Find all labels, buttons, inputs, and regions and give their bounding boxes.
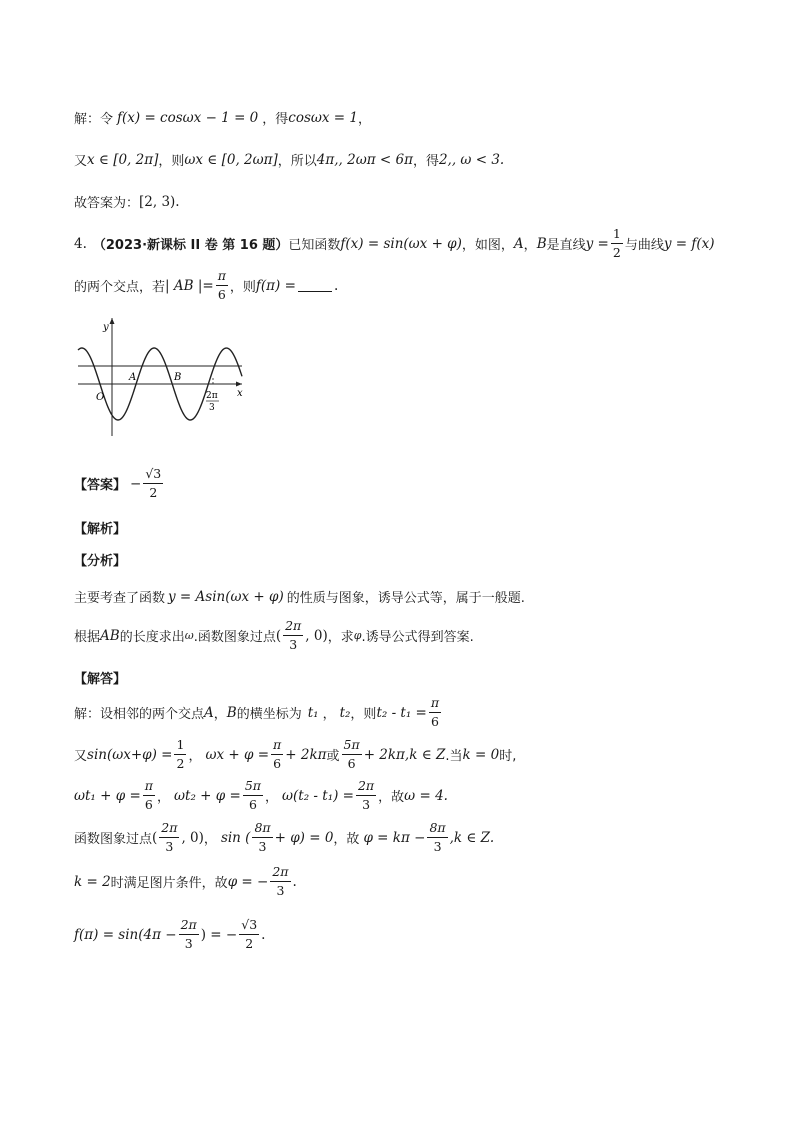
formula: f(π) =: [255, 277, 296, 294]
section-jieda: [74, 668, 126, 687]
formula: , 0): [305, 627, 328, 644]
formula: sin (: [220, 829, 251, 846]
formula: y = f(x): [663, 235, 715, 252]
answer-sign: −: [130, 475, 142, 492]
text: 的性质与图象，诱导公式等，属于一般题.: [286, 591, 525, 606]
formula: f(π) = sin(4π −: [74, 926, 177, 943]
text: ，求: [327, 630, 354, 645]
fraction: $\frac{2\pi}{3}$: [161, 820, 178, 854]
fraction: $\frac{8\pi}{3}$: [429, 820, 446, 854]
formula: A: [204, 704, 214, 721]
text: 或: [326, 749, 340, 764]
formula: 2,, ω < 3.: [438, 151, 505, 168]
question-4-line-2: [74, 270, 338, 301]
answer-fraction: $\frac{√3}{2}$: [145, 466, 162, 500]
analysis-line-2: [74, 620, 474, 651]
formula: .: [261, 926, 266, 943]
point-b-label: B: [174, 372, 182, 383]
question-number: 4.: [74, 235, 87, 252]
text: ，如图，: [461, 238, 514, 253]
text: 故答案为：: [74, 196, 140, 211]
fraction: $\frac{\pi}{6}$: [273, 737, 282, 771]
section-jiexi: [74, 518, 126, 537]
text: 的横坐标为: [236, 707, 302, 722]
formula: ωt₂ + φ =: [174, 787, 241, 804]
solution-step-5: [74, 866, 297, 897]
text: 解：设相邻的两个交点: [74, 707, 205, 722]
fraction: $\frac{2\pi}{3}$: [272, 864, 289, 898]
text: ，: [322, 707, 336, 722]
analysis-line-1: [74, 587, 525, 606]
text: ，: [358, 112, 372, 127]
text: ，故: [333, 832, 360, 847]
solution-step-1: [74, 697, 443, 728]
text: 的长度求出: [119, 630, 185, 645]
formula: f(x) = sin(ωx + φ): [340, 235, 462, 252]
text: ，: [157, 790, 171, 805]
heading: 【解析】: [74, 522, 127, 537]
question-4-line-1: [74, 228, 715, 259]
formula: k = 2: [74, 873, 111, 890]
formula: x ∈ [0, 2π]: [87, 151, 159, 168]
formula: ωt₁ + φ =: [74, 787, 141, 804]
solution-step-4: [74, 822, 494, 853]
formula: cosωx = 1: [288, 109, 359, 126]
formula: sin(ωx+φ) =: [87, 746, 173, 763]
fraction: $\frac{5\pi}{6}$: [343, 737, 360, 771]
fraction: $\frac{2\pi}{3}$: [357, 778, 375, 812]
formula: AB: [100, 627, 120, 644]
formula: (: [275, 627, 282, 644]
formula: + 2kπ: [285, 746, 327, 763]
formula: B: [226, 704, 237, 721]
fraction: $\frac{\pi}{6}$: [430, 695, 440, 729]
formula: t₂: [339, 704, 351, 721]
solution-step-3: [74, 780, 448, 811]
formula: + φ) = 0: [274, 829, 334, 846]
heading: 【解答】: [74, 672, 127, 687]
formula: ωx ∈ [0, 2ωπ]: [184, 151, 278, 168]
question-source: （2023·新课标 II 卷 第 16 题）: [92, 238, 289, 253]
text: 函数图象过点: [74, 832, 153, 847]
point-a: A: [513, 235, 524, 252]
formula: y = Asin(ωx + φ): [168, 588, 284, 605]
text: 的两个交点，若: [74, 280, 166, 295]
text: 解：令: [74, 112, 114, 127]
heading: 【分析】: [74, 554, 127, 569]
formula: φ: [353, 629, 362, 642]
text: ，则: [350, 707, 377, 722]
text: ，则: [229, 280, 256, 295]
text: .函数图象过点: [193, 630, 276, 645]
tick-label-den: 3: [209, 403, 215, 413]
fraction: $\frac{\pi}{6}$: [217, 268, 226, 302]
text: 时,: [499, 749, 517, 764]
x-label: x: [237, 388, 243, 399]
formula: f(x) = cosωx − 1 = 0: [117, 109, 259, 126]
fraction: $\frac{1}{2}$: [176, 737, 185, 771]
text: ，故: [378, 790, 405, 805]
text: ，得: [412, 154, 439, 169]
text: ，: [265, 790, 279, 805]
formula: [2, 3).: [139, 193, 180, 210]
formula: φ = kπ −: [363, 829, 426, 846]
text: ，: [523, 238, 537, 253]
text: 时满足图片条件，故: [110, 876, 228, 891]
formula: y =: [585, 235, 609, 252]
tick-label-num: 2π: [206, 391, 218, 401]
fraction: $\frac{1}{2}$: [612, 226, 621, 260]
text: .: [333, 277, 339, 294]
formula: t₂ - t₁ =: [376, 704, 427, 721]
formula: | AB |=: [165, 277, 214, 294]
formula: ω: [184, 629, 194, 642]
text: 根据: [74, 630, 101, 645]
origin-label: O: [96, 392, 105, 403]
formula: ω = 4.: [404, 787, 448, 804]
formula: φ = −: [227, 873, 269, 890]
text: ，则: [158, 154, 185, 169]
fraction: $\frac{\pi}{6}$: [144, 778, 154, 812]
formula: t₁: [307, 704, 319, 721]
fraction: $\frac{2\pi}{3}$: [285, 618, 302, 652]
formula: ,k ∈ Z.: [449, 829, 495, 846]
formula: .: [292, 873, 297, 890]
section-fenxi: [74, 550, 126, 569]
text: 主要考查了函数: [74, 591, 166, 606]
answer-blank: [298, 279, 332, 292]
x-axis-arrow: [236, 382, 242, 387]
y-label: y: [103, 322, 109, 333]
text: 又: [74, 154, 88, 169]
text: .当: [445, 749, 463, 764]
text: ，: [203, 832, 217, 847]
formula: , 0): [181, 829, 204, 846]
formula: ωx + φ =: [205, 746, 270, 763]
answer-line: [74, 468, 165, 499]
text: ，所以: [277, 154, 317, 169]
formula: + 2kπ,k ∈ Z: [363, 746, 446, 763]
fraction: $\frac{5\pi}{6}$: [244, 778, 261, 812]
fraction: $\frac{2\pi}{3}$: [180, 917, 197, 951]
formula: k = 0: [462, 746, 500, 763]
answer-line-prev: [74, 192, 180, 211]
text: 已知函数: [288, 238, 341, 253]
sine-graph: [72, 312, 252, 442]
solution-line-2: [74, 150, 504, 169]
y-axis-arrow: [110, 318, 115, 324]
formula: 4π,, 2ωπ < 6π: [316, 151, 413, 168]
text: .诱导公式得到答案.: [361, 630, 474, 645]
formula: (: [152, 829, 158, 846]
text: 是直线: [546, 238, 586, 253]
text: ，得: [262, 112, 289, 127]
formula: ) = −: [200, 926, 238, 943]
point-a-label: A: [129, 372, 137, 383]
solution-step-6: [74, 919, 265, 950]
point-b: B: [536, 235, 547, 252]
text: ，: [213, 707, 227, 722]
solution-line-1: [74, 108, 371, 127]
solution-step-2: [74, 739, 516, 770]
text: ，: [188, 749, 202, 764]
fraction: $\frac{√3}{2}$: [241, 917, 258, 951]
text: 与曲线: [624, 238, 664, 253]
formula: ω(t₂ - t₁) =: [282, 787, 354, 804]
answer-label: 【答案】: [74, 478, 127, 493]
fraction: $\frac{8\pi}{3}$: [254, 820, 271, 854]
text: 又: [74, 749, 88, 764]
